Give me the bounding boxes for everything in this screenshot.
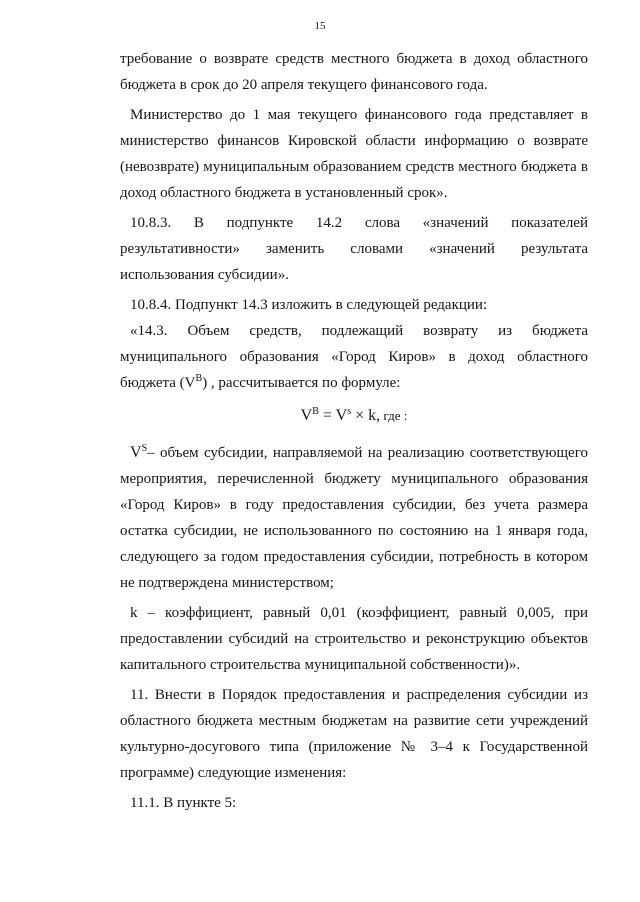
formula-where: где : <box>380 408 408 423</box>
paragraph-vs-definition <box>120 440 588 596</box>
vs-definition-text: – объем субсидии, направляемой на реализацию соответствующего мероприятия, перечисленной бюджету муниципального образования «Город Киров» в году предоставления субсидии, без учета размера остатка субсидии, не использованного по состоянию на 1 января года, следующего за годом предоставления субсидии, потребность в котором не подтверждена министерством; <box>120 445 588 591</box>
paragraph-return-requirement: требование о возврате средств местного бюджета в доход областного бюджета в срок до 20 апреля текущего финансового года. <box>120 51 588 93</box>
formula-equals-v: = V <box>318 407 348 424</box>
formula-times-k: × k, <box>351 407 381 424</box>
paragraph-11: 11. Внести в Порядок предоставления и распределения субсидии из областного бюджета местным бюджетам на развитие сети учреждений культурно-досугового типа (приложение № 3–4 к Государственной программе) следующие изменения: <box>120 687 588 781</box>
formula-v-superscript: B <box>312 406 319 417</box>
formula-vs-superscript: s <box>347 406 352 417</box>
vs-symbol: V <box>130 444 142 461</box>
paragraph-14-3 <box>120 318 588 396</box>
vs-superscript: S <box>141 443 148 454</box>
page-number: 15 <box>314 20 326 32</box>
superscript-b: B <box>195 373 203 384</box>
paragraph-14-3-text: «14.3. Объем средств, подлежащий возврату из бюджета муниципального образования «Город Киров» в доход областного бюджета (V <box>120 323 588 391</box>
paragraph-ministry-info: Министерство до 1 мая текущего финансового года представляет в министерство финансов Кировской области информацию о возврате (невозврате) муниципальным образованием средств местного бюджета в доход областного бюджета в установленный срок». <box>120 107 588 201</box>
paragraph-14-3-tail: ) , рассчитывается по формуле: <box>202 375 401 391</box>
formula <box>120 402 588 430</box>
document-body <box>120 46 588 816</box>
paragraph-10-8-4: 10.8.4. Подпункт 14.3 изложить в следующей редакции: <box>130 297 488 313</box>
paragraph-11-1: 11.1. В пункте 5: <box>130 795 237 811</box>
paragraph-k-definition: k – коэффициент, равный 0,01 (коэффициент, равный 0,005, при предоставлении субсидий на строительство и реконструкцию объектов капитального строительства муниципальной собственности)». <box>120 605 588 673</box>
paragraph-10-8-3: 10.8.3. В подпункте 14.2 слова «значений показателей результативности» заменить словами «значений результата использования субсидии». <box>120 215 588 283</box>
formula-v: V <box>300 407 313 424</box>
